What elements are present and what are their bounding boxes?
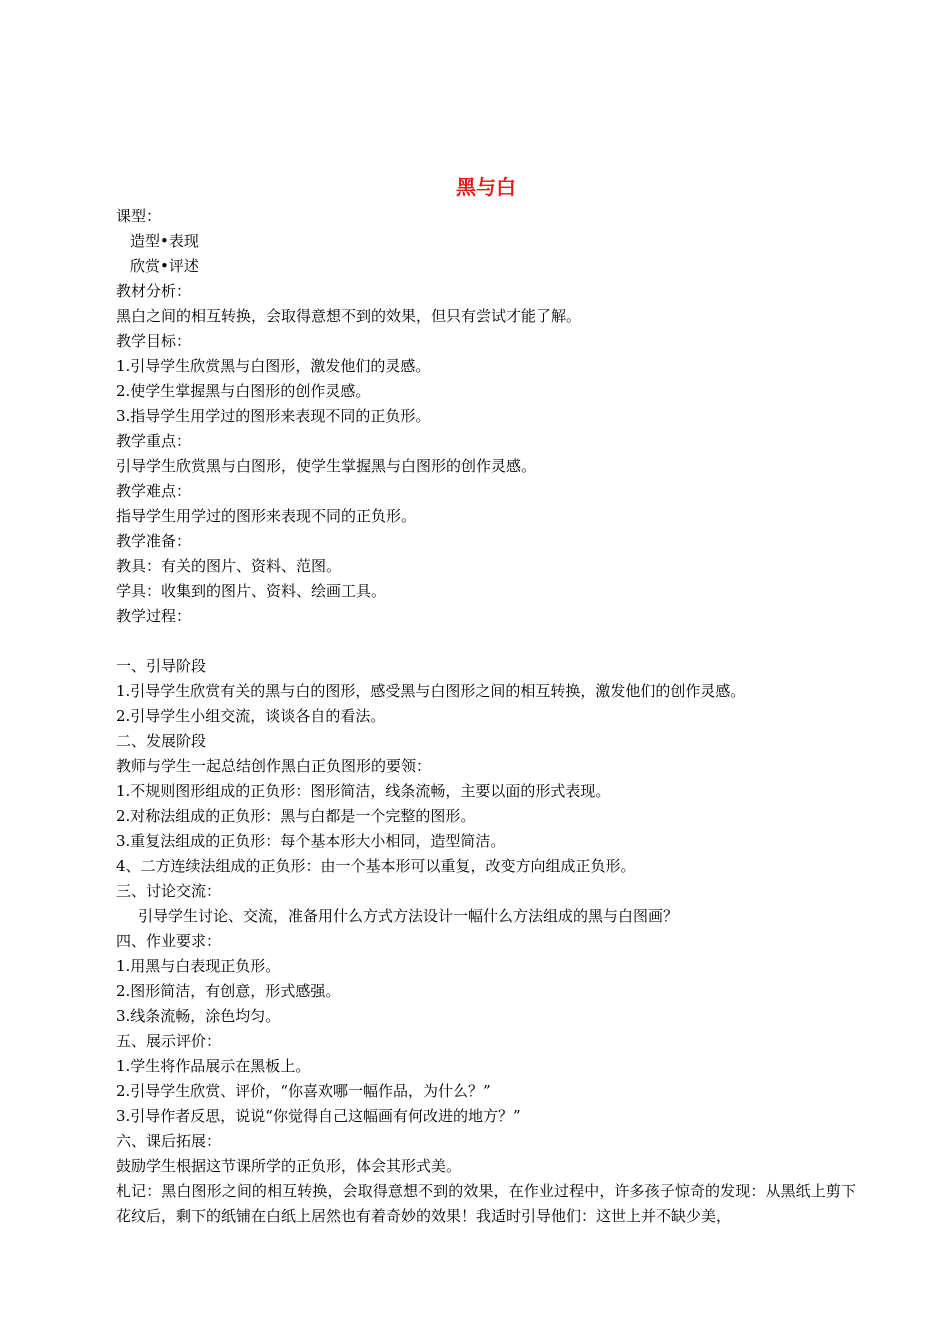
- blank-line: [116, 629, 856, 654]
- document-title: 黑与白: [456, 175, 516, 199]
- key-points-label: 教学重点：: [116, 432, 192, 450]
- section-item: 2.对称法组成的正负形：黑与白都是一个完整的图形。: [116, 807, 476, 825]
- goal-item: 1.引导学生欣赏黑与白图形，激发他们的灵感。: [116, 357, 431, 375]
- teacher-tools: 教具：有关的图片、资料、范图。: [116, 557, 342, 575]
- preparation-label: 教学准备：: [116, 532, 192, 550]
- section-title: 四、作业要求：: [116, 932, 222, 950]
- student-tools: 学具：收集到的图片、资料、绘画工具。: [116, 582, 387, 600]
- section-text: 鼓励学生根据这节课所学的正负形，体会其形式美。: [116, 1157, 462, 1175]
- section-text: 引导学生讨论、交流，准备用什么方式方法设计一幅什么方法组成的黑与白图画？: [138, 907, 679, 925]
- document-page: [116, 170, 856, 1229]
- difficulties-text: 指导学生用学过的图形来表现不同的正负形。: [116, 507, 417, 525]
- lesson-type-item: 欣赏•评述: [130, 257, 199, 275]
- section-item: 3.引导作者反思，说说“你觉得自己这幅画有何改进的地方？”: [116, 1107, 521, 1125]
- goals-label: 教学目标：: [116, 332, 192, 350]
- section-item: 2.图形简洁，有创意，形式感强。: [116, 982, 341, 1000]
- section-item: 4、二方连续法组成的正负形：由一个基本形可以重复，改变方向组成正负形。: [116, 857, 636, 875]
- process-label: 教学过程：: [116, 607, 192, 625]
- notes-paragraph: 札记：黑白图形之间的相互转换，会取得意想不到的效果，在作业过程中，许多孩子惊奇的发现：从黑纸上剪下花纹后，剩下的纸铺在白纸上居然也有着奇妙的效果！我适时引导他们：这世上并不缺少美，: [116, 1182, 856, 1225]
- section-item: 1.不规则图形组成的正负形：图形简洁，线条流畅，主要以面的形式表现。: [116, 782, 611, 800]
- section-title: 五、展示评价：: [116, 1032, 222, 1050]
- section-item: 1.用黑与白表现正负形。: [116, 957, 281, 975]
- section-intro: 教师与学生一起总结创作黑白正负图形的要领：: [116, 757, 432, 775]
- key-points-text: 引导学生欣赏黑与白图形，使学生掌握黑与白图形的创作灵感。: [116, 457, 537, 475]
- difficulties-label: 教学难点：: [116, 482, 192, 500]
- analysis-text: 黑白之间的相互转换，会取得意想不到的效果，但只有尝试才能了解。: [116, 307, 582, 325]
- section-item: 3.线条流畅，涂色均匀。: [116, 1007, 281, 1025]
- lesson-type-item: 造型•表现: [130, 232, 199, 250]
- analysis-label: 教材分析：: [116, 282, 192, 300]
- section-item: 3.重复法组成的正负形：每个基本形大小相同，造型简洁。: [116, 832, 506, 850]
- lesson-type-label: 课型：: [116, 207, 162, 225]
- section-item: 1.引导学生欣赏有关的黑与白的图形，感受黑与白图形之间的相互转换，激发他们的创作灵感。: [116, 682, 746, 700]
- goal-item: 2.使学生掌握黑与白图形的创作灵感。: [116, 382, 371, 400]
- section-title: 二、发展阶段: [116, 732, 207, 750]
- section-item: 2.引导学生欣赏、评价，“你喜欢哪一幅作品，为什么？”: [116, 1082, 491, 1100]
- goal-item: 3.指导学生用学过的图形来表现不同的正负形。: [116, 407, 431, 425]
- section-title: 三、讨论交流：: [116, 882, 222, 900]
- section-title: 一、引导阶段: [116, 657, 207, 675]
- section-item: 1.学生将作品展示在黑板上。: [116, 1057, 311, 1075]
- section-item: 2.引导学生小组交流，谈谈各自的看法。: [116, 707, 386, 725]
- section-title: 六、课后拓展：: [116, 1132, 222, 1150]
